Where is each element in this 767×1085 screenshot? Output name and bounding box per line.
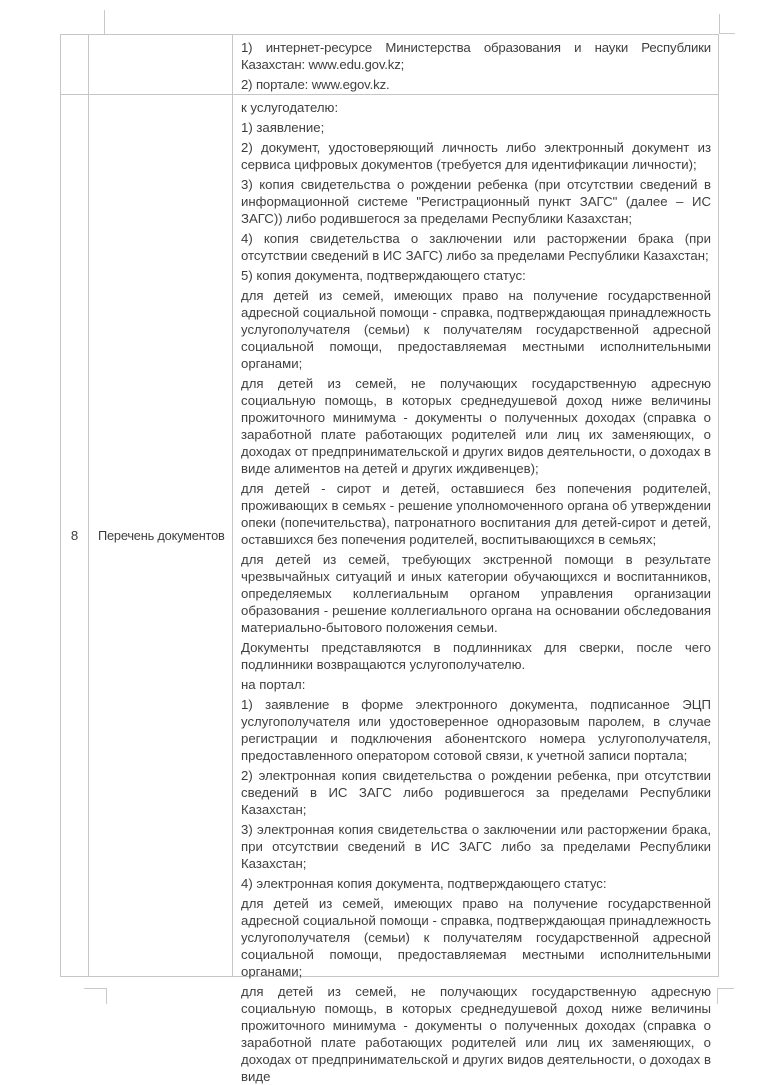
paragraph: 2) документ, удостоверяющий личность либо электронный документ из сервиса цифровых документов (требуется для идентификации личности);	[241, 140, 711, 172]
crop-mark-top-right-horizontal	[719, 33, 735, 34]
paragraph: для детей из семей, требующих экстренной помощи в результате чрезвычайных ситуаций и иных категории обучающихся и воспитанников, определяемых коллегиальным органом управления организации образования - решение коллегиального органа на основании обследования материально-бытового положения семьи.	[241, 552, 711, 635]
paragraph: на портал:	[241, 677, 306, 692]
paragraph: для детей из семей, не получающих государственную адресную социальную помощь, в которых среднедушевой доход ниже величины прожиточного минимума - документы о полученных доходах (справка о заработной плате работающих родителей или лиц их заменяющих, о доходах от предпринимательской и других видов деятельности, о доходах в виде	[241, 984, 711, 1084]
paragraph: 4) электронная копия документа, подтверждающего статус:	[241, 876, 607, 891]
paragraph: к услугодателю:	[241, 100, 339, 115]
paragraph: 3) электронная копия свидетельства о заключении или расторжении брака, при отсутствии сведений в ИС ЗАГС либо за пределами Республики Казахстан;	[241, 822, 711, 871]
paragraph: для детей из семей, не получающих государственную адресную социальную помощь, в которых среднедушевой доход ниже величины прожиточного минимума - документы о полученных доходах (справка о заработной плате работающих родителей или лиц их заменяющих, о доходах от предпринимательской и других видов деятельности, о доходах в виде алиментов на детей и других иждивенцев);	[241, 376, 711, 476]
paragraph: для детей из семей, имеющих право на получение государственной адресной социальной помощи - справка, подтверждающая принадлежность услугополучателя (семьи) к получателям государственной адресной социальной помощи, предоставляемая местными исполнительными органами;	[241, 288, 711, 371]
paragraph: 2) портале: www.egov.kz.	[241, 77, 390, 92]
paragraph: 2) электронная копия свидетельства о рождении ребенка, при отсутствии сведений в ИС ЗАГС либо родившегося за пределами Республики Казахстан;	[241, 768, 711, 817]
table-row-continued-cell	[233, 35, 718, 94]
paragraph: для детей из семей, имеющих право на получение государственной адресной социальной помощи - справка, подтверждающая принадлежность услугополучателя (семьи) к получателям государственной адресной социальной помощи, предоставляемая местными исполнительными органами;	[241, 896, 711, 979]
paragraph: 1) заявление;	[241, 120, 325, 135]
row-label-cell: Перечень документов	[98, 528, 225, 543]
paragraph: для детей - сирот и детей, оставшиеся без попечения родителей, проживающих в семьях - решение уполномоченного органа об утверждении опеки (попечительства), патронатного воспитания для детей-сирот и детей, оставшихся без попечения родителей, воспитывающихся в семьях;	[241, 481, 711, 547]
crop-mark-bottom-left-vertical	[106, 988, 107, 1004]
document-table	[60, 34, 719, 1084]
crop-mark-top-right-vertical	[719, 14, 720, 34]
paragraph: 1) заявление в форме электронного документа, подписанное ЭЦП услугополучателя или удостоверенное одноразовым паролем, в случае регистрации и подключения абонентского номера услугополучателя, предоставленного оператором сотовой связи, к учетной записи портала;	[241, 697, 711, 763]
crop-mark-bottom-right-vertical	[717, 988, 718, 1004]
row-number-cell: 8	[70, 528, 79, 543]
paragraph: 3) копия свидетельства о рождении ребенка (при отсутствии сведений в информационной системе "Регистрационный пункт ЗАГС" (далее – ИС ЗАГС)) либо родившегося за пределами Республики Казахстан;	[241, 177, 711, 226]
documents-list-cell	[233, 95, 718, 1084]
paragraph: 5) копия документа, подтверждающего статус:	[241, 268, 526, 283]
paragraph: 1) интернет-ресурсе Министерства образования и науки Республики Казахстан: www.edu.gov.kz;	[241, 40, 711, 72]
crop-mark-bottom-right-horizontal	[717, 988, 734, 989]
crop-mark-top-left	[104, 10, 105, 34]
paragraph: Документы представляются в подлинниках для сверки, после чего подлинники возвращаются услугополучателю.	[241, 640, 711, 672]
paragraph: 4) копия свидетельства о заключении или расторжении брака (при отсутствии сведений в ИС ЗАГС) либо за пределами Республики Казахстан;	[241, 231, 711, 263]
crop-mark-bottom-left-horizontal	[84, 988, 107, 989]
